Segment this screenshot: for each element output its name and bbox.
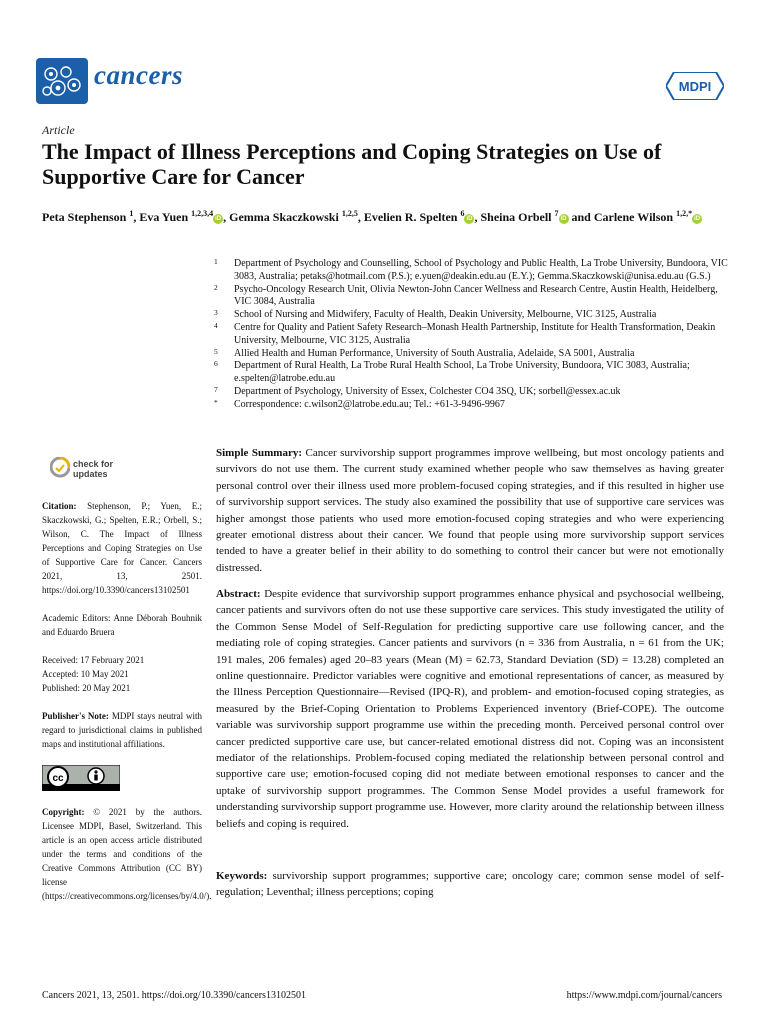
affiliation (214, 284, 734, 310)
received-date: Received: 17 February 2021 (42, 655, 145, 665)
affiliation-text: Department of Psychology and Counselling, School of Psychology and Public Health, La Trobe University, Bundoora, VIC 3083, Australia; petaks@hotmail.com (P.S.); e.yuen@deakin.edu.au (E.Y.); Gemma.Skaczkowski@unisa.edu.au (G.S.) (234, 258, 728, 282)
author (139, 210, 229, 224)
author-affiliation-sup: 1 (129, 209, 134, 218)
article-type: Article (42, 123, 75, 137)
affiliation (214, 360, 734, 386)
affiliation-number: 7 (214, 384, 218, 394)
journal-name: cancers (94, 60, 183, 90)
sidebar (42, 455, 212, 917)
mdpi-logo-icon (666, 72, 724, 100)
affiliation-number: 4 (214, 320, 218, 330)
keywords (216, 868, 724, 901)
author-name: Eva Yuen (139, 210, 189, 224)
svg-text:cc: cc (52, 773, 64, 784)
footer-citation: Cancers 2021, 13, 2501. https://doi.org/10.3390/cancers13102501 (42, 990, 306, 1001)
check-updates-line1: check for (73, 459, 114, 469)
citation-label: Citation: (42, 501, 77, 511)
copyright-block (42, 805, 212, 903)
author (364, 210, 481, 224)
check-for-updates[interactable] (42, 455, 202, 485)
affiliation-text: Psycho-Oncology Research Unit, Olivia Newton-John Cancer Wellness and Research Centre, Austin Health, Heidelberg, VIC 3084, Australia (234, 283, 718, 308)
affiliation-number: 3 (214, 308, 218, 318)
orcid-icon[interactable]: iD (560, 216, 567, 222)
author-name: Evelien R. Spelten (363, 210, 458, 224)
affiliation (214, 399, 734, 412)
affiliation (214, 309, 734, 322)
author-separator: , (223, 210, 230, 224)
keywords-label: Keywords: (216, 870, 268, 882)
author-name: Carlene Wilson (593, 210, 674, 224)
citation-text: Stephenson, P.; Yuen, E.; Skaczkowski, G.; Spelten, E.R.; Orbell, S.; Wilson, C. The Impact of Illness Perceptions and Coping Strategies on Use of Supportive Care for Cancer. Cancers 2021, 13, 2501. https://doi.org/10.3390/cancers13102501 (42, 501, 203, 595)
citation-block (42, 499, 202, 597)
affiliation-text: Department of Rural Health, La Trobe Rural Health School, La Trobe University, Bundoora, VIC 3083, Australia; e.spelten@latrobe.edu.au (234, 360, 690, 385)
simple-summary-text: Cancer survivorship support programmes improve wellbeing, but most oncology patients and survivors do not use them. The current study examined whether people who saw themselves as having greater personal control over their illness used more problem-focused coping strategies, and if this resulted in higher use of survivorship support services. The study also examined the possibility that use of supportive care services was higher amongst those patients who used more emotion-focused coping strategies and who were experiencing greater emotional distress about their cancer. We found that people using more survivorship support services tended to have a greater belief in their ability to do something to control their cancer but were not emotionally distressed. (216, 447, 725, 574)
published-date: Published: 20 May 2021 (42, 683, 131, 693)
publisher-note (42, 709, 202, 751)
affiliation-text: Correspondence: c.wilson2@latrobe.edu.au; Tel.: +61-3-9496-9967 (234, 398, 505, 410)
abstract (216, 586, 724, 832)
affiliation (214, 258, 734, 284)
affiliation-text: Allied Health and Human Performance, University of South Australia, Adelaide, SA 5001, Australia (234, 347, 635, 359)
author (594, 210, 702, 224)
author-separator: , (357, 210, 364, 224)
affiliation-number: 5 (214, 346, 218, 356)
affiliation-number: * (214, 397, 218, 407)
check-updates-line2: updates (73, 469, 108, 479)
author-separator: , (474, 210, 481, 224)
journal-logo-icon (36, 58, 88, 104)
affiliation-text: Centre for Quality and Patient Safety Research–Monash Health Partnership, Institute for Health Transformation, Deakin University, Melbourne, VIC 3125, Australia (234, 321, 716, 346)
footer-journal-url[interactable]: https://www.mdpi.com/journal/cancers (566, 990, 722, 1001)
author-name: Gemma Skaczkowski (229, 210, 339, 224)
orcid-icon[interactable]: iD (466, 216, 473, 222)
affiliation-text: School of Nursing and Midwifery, Faculty of Health, Deakin University, Melbourne, VIC 3125, Australia (234, 309, 657, 321)
affiliation-number: 2 (214, 282, 218, 292)
author-name: Peta Stephenson (42, 210, 127, 224)
abstract-label: Abstract: (216, 588, 261, 600)
simple-summary (216, 445, 724, 576)
author-affiliation-sup: 1,2,5 (341, 209, 358, 218)
affiliation-list (214, 258, 734, 412)
author-list (42, 205, 732, 226)
author-affiliation-sup: 6 (460, 209, 465, 218)
orcid-icon[interactable]: iD (694, 216, 701, 222)
copyright-label: Copyright: (42, 807, 85, 817)
affiliation (214, 348, 734, 361)
publisher-note-text: MDPI stays neutral with regard to jurisdictional claims in published maps and institutional affiliations. (42, 711, 203, 749)
publisher-name: MDPI (678, 79, 712, 94)
affiliation (214, 386, 734, 399)
author (42, 210, 139, 224)
affiliation-number: 6 (214, 359, 218, 369)
author-affiliation-sup: 7 (554, 209, 559, 218)
affiliation (214, 322, 734, 348)
orcid-icon[interactable]: iD (215, 216, 222, 222)
accepted-date: Accepted: 10 May 2021 (42, 669, 129, 679)
cc-by-license-icon[interactable] (42, 765, 120, 791)
abstract-text: Despite evidence that survivorship support programmes enhance physical and psychosocial wellbeing, cancer patients and survivors often do not use these supportive care services. This study investigated the utility of the Common Sense Model of Self-Regulation for predicting supportive care use following cancer, and the mediating role of coping strategies. Cancer patients and survivors (n = 336 from Australia, n = 61 from the UK; 191 males, 206 females) aged 20–83 years (Mean (M) = 62.73, Standard Deviation (SD) = 13.28) completed an online questionnaire. Predictor variables were cognitive and emotional representations of cancer, as measured by the Illness Perception Questionnaire—Revised (IPQ-R), and problem- and emotion-focused coping strategies, as measured by the Brief-Coping Orientation to Problems Experienced inventory (Brief-COPE). The outcome variable was survivorship support programme use within the preceding month. Perceived personal control over cancer predicted supportive care use, but cancer-related emotional distress did not. Coping was an inconsistent mediator of the relationships. Problem-focused coping mediated the relationship between personal control and supportive care use; emotion-focused coping did not mediate between emotional responses to cancer and the uptake of survivorship support programmes. The Common Sense Model provides a useful framework for understanding survivorship support programme use. However, more clarity around the relationship between illness beliefs and coping is required. (216, 588, 724, 830)
author (480, 210, 593, 224)
check-updates-icon (50, 457, 70, 479)
affiliation-text: Department of Psychology, University of Essex, Colchester CO4 3SQ, UK; sorbell@essex.ac.uk (234, 385, 621, 397)
keywords-text: survivorship support programmes; supportive care; oncology care; common sense model of self-regulation; Leventhal; illness perceptions; coping (216, 870, 724, 899)
author (229, 210, 364, 224)
author-affiliation-sup: 1,2,3,4 (191, 209, 214, 218)
publisher-note-label: Publisher's Note: (42, 711, 109, 721)
copyright-text: © 2021 by the authors. Licensee MDPI, Basel, Switzerland. This article is an open access article distributed under the terms and conditions of the Creative Commons Attribution (CC BY) license (https://creativecommons.org/licenses/by/4.0/). (42, 807, 212, 901)
dates-block (42, 653, 202, 695)
affiliation-number: 1 (214, 257, 218, 266)
academic-editors: Academic Editors: Anne Déborah Bouhnik and Eduardo Bruera (42, 613, 202, 637)
simple-summary-label: Simple Summary: (216, 447, 303, 459)
author-separator: and (568, 210, 594, 224)
author-affiliation-sup: 1,2,* (676, 209, 693, 218)
author-name: Sheina Orbell (480, 210, 552, 224)
paper-title: The Impact of Illness Perceptions and Coping Strategies on Use of Supportive Care for Cancer (42, 139, 662, 189)
author-separator: , (133, 210, 140, 224)
